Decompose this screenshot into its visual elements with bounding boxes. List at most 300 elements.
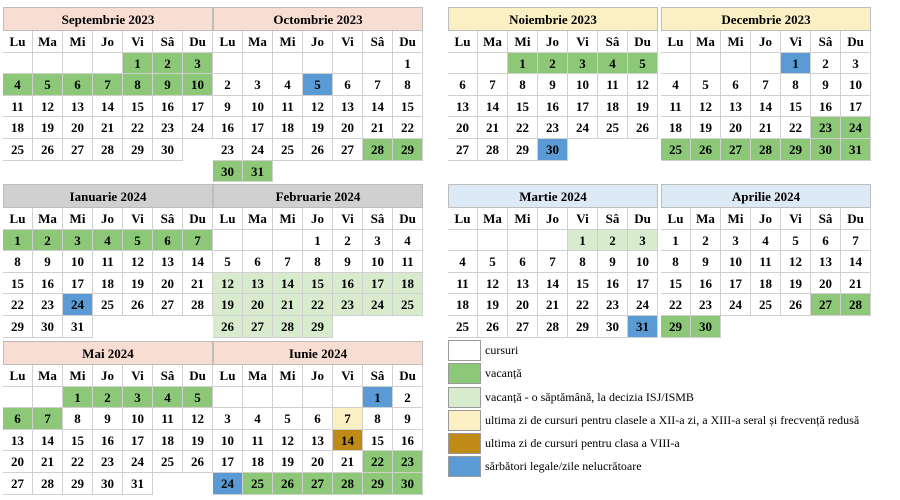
- day-cell: 21: [273, 294, 303, 316]
- legend-swatch: [448, 363, 481, 384]
- day-cell: 4: [661, 74, 691, 96]
- weekday-header: Jo: [751, 208, 781, 230]
- day-cell: 25: [393, 294, 423, 316]
- day-cell: 13: [333, 96, 363, 118]
- day-cell: 6: [811, 230, 841, 252]
- day-cell: 26: [273, 473, 303, 495]
- month-title: Octombrie 2023: [213, 7, 423, 31]
- day-cell: 23: [598, 294, 628, 316]
- day-cell: 24: [628, 294, 658, 316]
- weekday-header: Vi: [333, 31, 363, 53]
- empty-cell: [721, 53, 751, 75]
- day-cell: 23: [153, 117, 183, 139]
- day-cell: 16: [153, 96, 183, 118]
- day-cell: 3: [841, 53, 871, 75]
- day-cell: 22: [661, 294, 691, 316]
- day-cell: 28: [363, 139, 393, 161]
- day-cell: 19: [628, 96, 658, 118]
- day-cell: 25: [243, 473, 273, 495]
- day-cell: 19: [273, 451, 303, 473]
- day-cell: 11: [393, 251, 423, 273]
- day-cell: 8: [568, 251, 598, 273]
- day-cell: 12: [123, 251, 153, 273]
- weekday-header: Mi: [508, 31, 538, 53]
- day-cell: 13: [811, 251, 841, 273]
- month-title: Februarie 2024: [213, 184, 423, 208]
- day-cell: 22: [303, 294, 333, 316]
- day-cell: 22: [393, 117, 423, 139]
- weekday-header: Ma: [691, 208, 721, 230]
- day-cell: 19: [781, 273, 811, 295]
- day-cell: 17: [568, 96, 598, 118]
- month-3: [661, 7, 871, 161]
- month-9: [213, 341, 423, 495]
- day-cell: 26: [628, 117, 658, 139]
- month-4: [3, 184, 213, 338]
- legend-label: sărbători legale/zile nelucrătoare: [485, 459, 642, 474]
- day-cell: 5: [691, 74, 721, 96]
- empty-cell: [448, 53, 478, 75]
- day-cell: 11: [93, 251, 123, 273]
- day-cell: 30: [691, 316, 721, 338]
- day-cell: 15: [781, 96, 811, 118]
- day-cell: 10: [183, 74, 213, 96]
- day-cell: 9: [213, 96, 243, 118]
- legend-item-vacanta: [448, 363, 900, 386]
- day-cell: 12: [303, 96, 333, 118]
- day-cell: 1: [123, 53, 153, 75]
- empty-cell: [213, 230, 243, 252]
- day-cell: 11: [273, 96, 303, 118]
- day-cell: 7: [183, 230, 213, 252]
- day-cell: 19: [478, 294, 508, 316]
- day-cell: 15: [303, 273, 333, 295]
- month-0: [3, 7, 213, 161]
- month-6: [448, 184, 658, 338]
- day-cell: 9: [93, 408, 123, 430]
- weekday-header: Ma: [478, 31, 508, 53]
- day-cell: 4: [393, 230, 423, 252]
- day-cell: 5: [33, 74, 63, 96]
- day-cell: 4: [273, 74, 303, 96]
- day-cell: 26: [691, 139, 721, 161]
- day-cell: 22: [508, 117, 538, 139]
- day-cell: 18: [3, 117, 33, 139]
- day-cell: 18: [598, 96, 628, 118]
- month-grid: [448, 31, 658, 161]
- day-cell: 19: [303, 117, 333, 139]
- day-cell: 4: [751, 230, 781, 252]
- weekday-header: Ma: [243, 31, 273, 53]
- day-cell: 25: [153, 451, 183, 473]
- empty-cell: [213, 53, 243, 75]
- day-cell: 13: [303, 430, 333, 452]
- month-title: Decembrie 2023: [661, 7, 871, 31]
- day-cell: 24: [841, 117, 871, 139]
- day-cell: 27: [153, 294, 183, 316]
- day-cell: 1: [63, 387, 93, 409]
- day-cell: 8: [661, 251, 691, 273]
- weekday-header: Sâ: [811, 208, 841, 230]
- day-cell: 23: [213, 139, 243, 161]
- day-cell: 19: [33, 117, 63, 139]
- day-cell: 23: [93, 451, 123, 473]
- empty-cell: [93, 53, 123, 75]
- empty-cell: [363, 53, 393, 75]
- day-cell: 14: [751, 96, 781, 118]
- day-cell: 11: [3, 96, 33, 118]
- day-cell: 2: [333, 230, 363, 252]
- day-cell: 11: [153, 408, 183, 430]
- day-cell: 9: [333, 251, 363, 273]
- day-cell: 20: [811, 273, 841, 295]
- empty-cell: [333, 387, 363, 409]
- weekday-header: Ma: [478, 208, 508, 230]
- day-cell: 10: [841, 74, 871, 96]
- day-cell: 27: [508, 316, 538, 338]
- day-cell: 2: [538, 53, 568, 75]
- day-cell: 28: [273, 316, 303, 338]
- day-cell: 24: [63, 294, 93, 316]
- day-cell: 20: [303, 451, 333, 473]
- day-cell: 21: [478, 117, 508, 139]
- day-cell: 9: [811, 74, 841, 96]
- day-cell: 28: [841, 294, 871, 316]
- empty-cell: [63, 53, 93, 75]
- weekday-header: Mi: [63, 208, 93, 230]
- day-cell: 26: [213, 316, 243, 338]
- day-cell: 15: [508, 96, 538, 118]
- day-cell: 10: [721, 251, 751, 273]
- weekday-header: Mi: [273, 208, 303, 230]
- day-cell: 26: [303, 139, 333, 161]
- weekday-header: Mi: [273, 365, 303, 387]
- month-grid: [661, 31, 871, 161]
- legend-item-last8: [448, 433, 900, 456]
- day-cell: 22: [63, 451, 93, 473]
- day-cell: 24: [183, 117, 213, 139]
- day-cell: 18: [243, 451, 273, 473]
- day-cell: 10: [568, 74, 598, 96]
- day-cell: 27: [303, 473, 333, 495]
- day-cell: 3: [63, 230, 93, 252]
- day-cell: 5: [123, 230, 153, 252]
- day-cell: 13: [508, 273, 538, 295]
- day-cell: 29: [508, 139, 538, 161]
- legend-item-last12: [448, 410, 900, 433]
- day-cell: 3: [243, 74, 273, 96]
- day-cell: 23: [538, 117, 568, 139]
- empty-cell: [243, 387, 273, 409]
- day-cell: 9: [598, 251, 628, 273]
- day-cell: 7: [273, 251, 303, 273]
- day-cell: 1: [3, 230, 33, 252]
- weekday-header: Sâ: [363, 365, 393, 387]
- day-cell: 1: [303, 230, 333, 252]
- day-cell: 14: [538, 273, 568, 295]
- weekday-header: Jo: [751, 31, 781, 53]
- month-title: Martie 2024: [448, 184, 658, 208]
- day-cell: 8: [3, 251, 33, 273]
- weekday-header: Jo: [303, 365, 333, 387]
- day-cell: 13: [153, 251, 183, 273]
- day-cell: 3: [123, 387, 153, 409]
- weekday-header: Ma: [691, 31, 721, 53]
- day-cell: 14: [363, 96, 393, 118]
- day-cell: 29: [661, 316, 691, 338]
- day-cell: 21: [363, 117, 393, 139]
- day-cell: 10: [123, 408, 153, 430]
- day-cell: 20: [448, 117, 478, 139]
- day-cell: 4: [243, 408, 273, 430]
- weekday-header: Sâ: [363, 208, 393, 230]
- day-cell: 17: [363, 273, 393, 295]
- day-cell: 31: [243, 161, 273, 183]
- day-cell: 6: [303, 408, 333, 430]
- day-cell: 17: [243, 117, 273, 139]
- month-grid: [3, 31, 213, 161]
- day-cell: 25: [448, 316, 478, 338]
- day-cell: 2: [811, 53, 841, 75]
- day-cell: 22: [123, 117, 153, 139]
- day-cell: 15: [63, 430, 93, 452]
- day-cell: 19: [183, 430, 213, 452]
- weekday-header: Du: [183, 31, 213, 53]
- day-cell: 4: [93, 230, 123, 252]
- day-cell: 31: [123, 473, 153, 495]
- month-8: [3, 341, 213, 495]
- day-cell: 29: [63, 473, 93, 495]
- day-cell: 14: [183, 251, 213, 273]
- weekday-header: Vi: [123, 208, 153, 230]
- day-cell: 22: [363, 451, 393, 473]
- day-cell: 12: [33, 96, 63, 118]
- weekday-header: Mi: [63, 31, 93, 53]
- day-cell: 21: [841, 273, 871, 295]
- day-cell: 16: [811, 96, 841, 118]
- day-cell: 5: [273, 408, 303, 430]
- day-cell: 3: [183, 53, 213, 75]
- day-cell: 20: [721, 117, 751, 139]
- empty-cell: [448, 230, 478, 252]
- legend-swatch: [448, 387, 481, 408]
- day-cell: 22: [781, 117, 811, 139]
- day-cell: 30: [538, 139, 568, 161]
- weekday-header: Du: [393, 365, 423, 387]
- weekday-header: Du: [628, 208, 658, 230]
- day-cell: 4: [153, 387, 183, 409]
- day-cell: 24: [243, 139, 273, 161]
- month-5: [213, 184, 423, 338]
- day-cell: 11: [448, 273, 478, 295]
- day-cell: 20: [153, 273, 183, 295]
- day-cell: 9: [153, 74, 183, 96]
- day-cell: 21: [333, 451, 363, 473]
- day-cell: 7: [363, 74, 393, 96]
- weekday-header: Ma: [243, 365, 273, 387]
- day-cell: 26: [123, 294, 153, 316]
- month-1: [213, 7, 423, 182]
- day-cell: 5: [213, 251, 243, 273]
- day-cell: 18: [751, 273, 781, 295]
- weekday-header: Ma: [33, 208, 63, 230]
- day-cell: 1: [781, 53, 811, 75]
- day-cell: 14: [841, 251, 871, 273]
- empty-cell: [538, 230, 568, 252]
- day-cell: 3: [568, 53, 598, 75]
- day-cell: 17: [63, 273, 93, 295]
- empty-cell: [691, 53, 721, 75]
- day-cell: 30: [93, 473, 123, 495]
- day-cell: 29: [123, 139, 153, 161]
- day-cell: 1: [661, 230, 691, 252]
- legend-label: vacanță: [485, 366, 522, 381]
- weekday-header: Sâ: [153, 365, 183, 387]
- day-cell: 6: [3, 408, 33, 430]
- empty-cell: [33, 53, 63, 75]
- weekday-header: Vi: [568, 31, 598, 53]
- empty-cell: [273, 387, 303, 409]
- day-cell: 13: [63, 96, 93, 118]
- day-cell: 6: [243, 251, 273, 273]
- weekday-header: Vi: [333, 208, 363, 230]
- day-cell: 29: [303, 316, 333, 338]
- weekday-header: Du: [393, 208, 423, 230]
- day-cell: 15: [123, 96, 153, 118]
- day-cell: 8: [63, 408, 93, 430]
- legend-item-holiday: [448, 456, 900, 479]
- day-cell: 16: [93, 430, 123, 452]
- day-cell: 23: [811, 117, 841, 139]
- day-cell: 28: [751, 139, 781, 161]
- day-cell: 15: [393, 96, 423, 118]
- empty-cell: [333, 53, 363, 75]
- day-cell: 21: [751, 117, 781, 139]
- day-cell: 3: [213, 408, 243, 430]
- day-cell: 18: [393, 273, 423, 295]
- month-grid: [3, 208, 213, 338]
- weekday-header: Lu: [3, 31, 33, 53]
- day-cell: 29: [568, 316, 598, 338]
- empty-cell: [243, 230, 273, 252]
- day-cell: 6: [153, 230, 183, 252]
- weekday-header: Jo: [93, 208, 123, 230]
- day-cell: 7: [841, 230, 871, 252]
- empty-cell: [273, 230, 303, 252]
- legend-swatch: [448, 433, 481, 454]
- day-cell: 21: [183, 273, 213, 295]
- day-cell: 17: [213, 451, 243, 473]
- day-cell: 28: [93, 139, 123, 161]
- weekday-header: Vi: [568, 208, 598, 230]
- day-cell: 30: [811, 139, 841, 161]
- day-cell: 16: [333, 273, 363, 295]
- day-cell: 25: [3, 139, 33, 161]
- weekday-header: Ma: [243, 208, 273, 230]
- day-cell: 23: [333, 294, 363, 316]
- weekday-header: Jo: [538, 208, 568, 230]
- day-cell: 12: [691, 96, 721, 118]
- day-cell: 20: [333, 117, 363, 139]
- day-cell: 27: [63, 139, 93, 161]
- day-cell: 24: [123, 451, 153, 473]
- weekday-header: Jo: [303, 31, 333, 53]
- month-grid: [213, 208, 423, 338]
- day-cell: 19: [213, 294, 243, 316]
- day-cell: 10: [243, 96, 273, 118]
- weekday-header: Mi: [273, 31, 303, 53]
- weekday-header: Sâ: [811, 31, 841, 53]
- day-cell: 5: [781, 230, 811, 252]
- day-cell: 31: [628, 316, 658, 338]
- day-cell: 2: [598, 230, 628, 252]
- day-cell: 2: [393, 387, 423, 409]
- day-cell: 18: [448, 294, 478, 316]
- day-cell: 3: [721, 230, 751, 252]
- day-cell: 3: [628, 230, 658, 252]
- day-cell: 13: [3, 430, 33, 452]
- month-title: Ianuarie 2024: [3, 184, 213, 208]
- day-cell: 5: [183, 387, 213, 409]
- empty-cell: [478, 53, 508, 75]
- weekday-header: Du: [183, 208, 213, 230]
- weekday-header: Lu: [213, 31, 243, 53]
- day-cell: 4: [598, 53, 628, 75]
- legend-swatch: [448, 456, 481, 477]
- legend-label: vacanță - o săptămână, la decizia ISJ/ISMB: [485, 389, 694, 404]
- weekday-header: Vi: [333, 365, 363, 387]
- day-cell: 21: [538, 294, 568, 316]
- empty-cell: [273, 53, 303, 75]
- day-cell: 25: [273, 139, 303, 161]
- day-cell: 26: [478, 316, 508, 338]
- day-cell: 11: [598, 74, 628, 96]
- day-cell: 7: [93, 74, 123, 96]
- day-cell: 26: [33, 139, 63, 161]
- day-cell: 7: [333, 408, 363, 430]
- legend-item-optional: [448, 387, 900, 410]
- day-cell: 25: [93, 294, 123, 316]
- day-cell: 28: [478, 139, 508, 161]
- weekday-header: Lu: [213, 208, 243, 230]
- weekday-header: Jo: [303, 208, 333, 230]
- legend-label: ultima zi de cursuri pentru clasele a XII-a zi, a XIII-a seral și frecvență redusă: [485, 412, 860, 427]
- day-cell: 1: [393, 53, 423, 75]
- day-cell: 13: [243, 273, 273, 295]
- day-cell: 16: [33, 273, 63, 295]
- weekday-header: Lu: [661, 31, 691, 53]
- day-cell: 17: [628, 273, 658, 295]
- day-cell: 14: [273, 273, 303, 295]
- legend-item-cursuri: [448, 340, 900, 363]
- day-cell: 17: [841, 96, 871, 118]
- weekday-header: Jo: [538, 31, 568, 53]
- month-title: Iunie 2024: [213, 341, 423, 365]
- weekday-header: Lu: [3, 365, 33, 387]
- day-cell: 12: [478, 273, 508, 295]
- weekday-header: Ma: [33, 31, 63, 53]
- empty-cell: [3, 53, 33, 75]
- day-cell: 7: [751, 74, 781, 96]
- day-cell: 30: [153, 139, 183, 161]
- day-cell: 30: [598, 316, 628, 338]
- weekday-header: Lu: [448, 208, 478, 230]
- weekday-header: Vi: [123, 31, 153, 53]
- day-cell: 20: [243, 294, 273, 316]
- day-cell: 25: [661, 139, 691, 161]
- day-cell: 10: [213, 430, 243, 452]
- day-cell: 8: [303, 251, 333, 273]
